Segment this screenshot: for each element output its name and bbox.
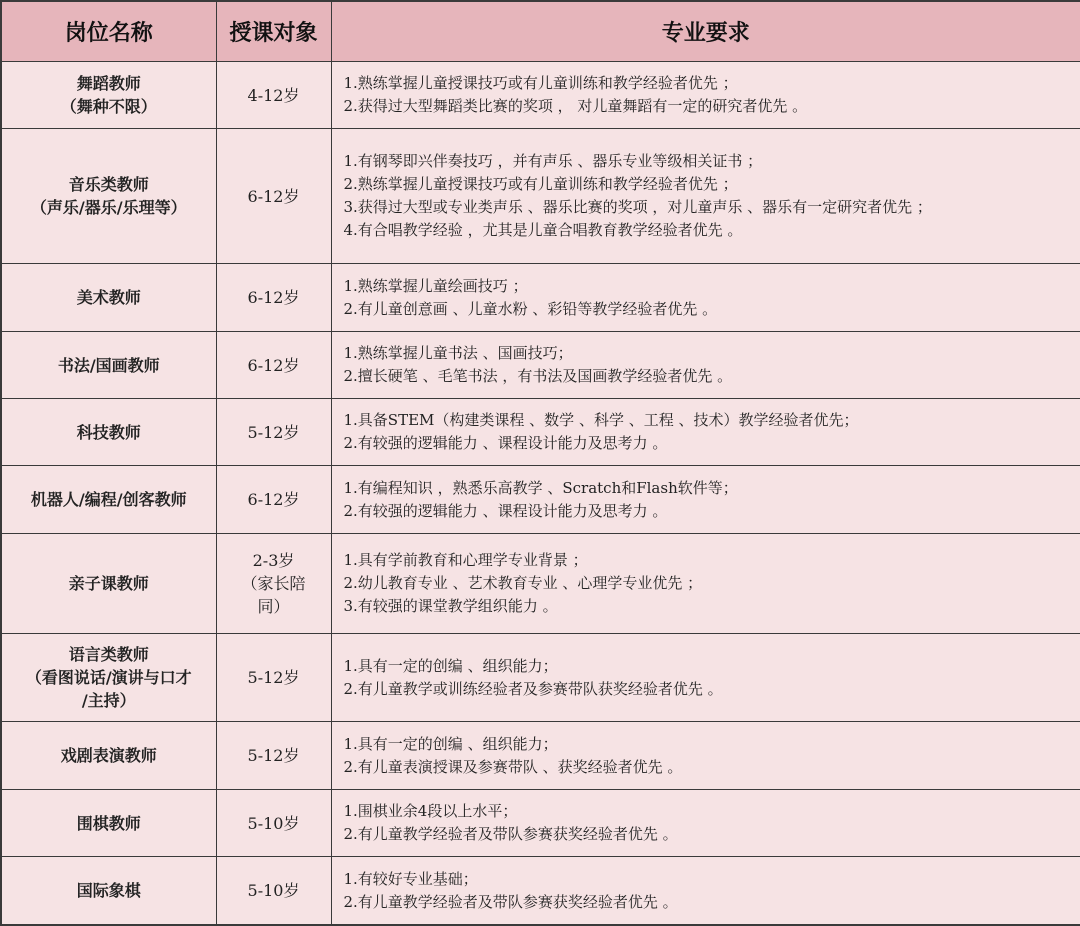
requirements-cell-line: 1.具有一定的创编 、组织能力； (343, 734, 558, 753)
age-cell-line: 6-12岁 (247, 490, 300, 510)
table-row (1, 534, 1080, 634)
table-row (1, 332, 1080, 399)
age-cell (216, 790, 331, 857)
requirements-cell-line: 2.熟练掌握儿童授课技巧或有儿童训练和教学经验者优先 ； (343, 175, 738, 194)
age-cell (216, 264, 331, 332)
position-cell (1, 264, 216, 332)
requirements-cell-line: 1.具有学前教育和心理学专业背景 ； (343, 551, 588, 570)
requirements-cell-line: 1.有编程知识 ，熟悉乐高教学 、Scratch和Flash软件等； (343, 478, 738, 497)
requirements-cell (331, 129, 1080, 264)
age-cell (216, 399, 331, 466)
table-row (1, 129, 1080, 264)
requirements-cell-line: 2.有较强的逻辑能力 、课程设计能力及思考力 。 (343, 501, 668, 520)
age-cell-line: 6-12岁 (247, 186, 300, 206)
position-cell-line: 舞蹈教师 (76, 74, 141, 94)
requirements-cell-line: 1.熟练掌握儿童授课技巧或有儿童训练和教学经验者优先 ； (343, 74, 738, 93)
requirements-cell-line: 2.有儿童教学经验者及带队参赛获奖经验者优先 。 (343, 825, 678, 844)
requirements-cell (331, 534, 1080, 634)
requirements-cell (331, 399, 1080, 466)
age-cell (216, 129, 331, 264)
age-cell (216, 466, 331, 534)
position-cell-line: 机器人/编程/创客教师 (30, 490, 187, 510)
requirements-cell-line: 2.有儿童创意画 、儿童水粉 、彩铅等教学经验者优先 。 (343, 299, 718, 318)
requirements-cell-line: 2.有儿童教学经验者及带队参赛获奖经验者优先 。 (343, 892, 678, 911)
requirements-cell-line: 2.擅长硬笔 、毛笔书法 ，有书法及国画教学经验者优先 。 (343, 367, 733, 386)
position-cell-line: /主持） (81, 691, 136, 711)
position-cell (1, 634, 216, 722)
requirements-cell-line: 1.有较好专业基础； (343, 869, 478, 888)
requirements-cell-line: 4.有合唱教学经验 ，尤其是儿童合唱教育教学经验者优先 。 (343, 221, 743, 240)
age-cell (216, 534, 331, 634)
requirements-cell (331, 722, 1080, 790)
position-cell-line: 书法/国画教师 (57, 355, 160, 375)
position-cell-line: （舞种不限） (60, 97, 157, 117)
requirements-cell (331, 62, 1080, 129)
age-cell-line: 6-12岁 (247, 288, 300, 308)
requirements-cell-line: 1.围棋业余4段以上水平； (343, 802, 518, 821)
header-position: 岗位名称 (1, 1, 216, 62)
requirements-cell-line: 2.有儿童教学或训练经验者及参赛带队获奖经验者优先 。 (343, 679, 723, 698)
table-row (1, 857, 1080, 925)
position-cell-line: 国际象棋 (76, 881, 141, 901)
age-cell-line: 5-10岁 (247, 813, 300, 833)
requirements-cell-line: 3.获得过大型或专业类声乐 、器乐比赛的奖项 ，对儿童声乐 、器乐有一定研究者优先 ； (343, 198, 932, 217)
position-cell-line: 亲子课教师 (68, 574, 149, 594)
requirements-cell (331, 857, 1080, 925)
table-row (1, 399, 1080, 466)
age-cell-line: 5-12岁 (247, 668, 300, 688)
table-row (1, 790, 1080, 857)
requirements-cell (331, 264, 1080, 332)
requirements-cell (331, 790, 1080, 857)
position-cell (1, 790, 216, 857)
header-requirements: 专业要求 (331, 1, 1080, 62)
table-row (1, 264, 1080, 332)
requirements-cell-line: 1.具有一定的创编 、组织能力； (343, 656, 558, 675)
age-cell-line: 5-12岁 (247, 422, 300, 442)
table-row (1, 722, 1080, 790)
requirements-cell-line: 1.有钢琴即兴伴奏技巧 ，并有声乐 、器乐专业等级相关证书 ； (343, 152, 763, 171)
age-cell-line: 5-12岁 (247, 746, 300, 766)
position-cell-line: 语言类教师 (68, 645, 149, 665)
position-cell-line: 戏剧表演教师 (60, 746, 157, 766)
age-cell (216, 857, 331, 925)
requirements-cell-line: 2.获得过大型舞蹈类比赛的奖项 ， 对儿童舞蹈有一定的研究者优先 。 (343, 97, 808, 116)
position-cell (1, 399, 216, 466)
position-cell (1, 534, 216, 634)
position-cell (1, 62, 216, 129)
header-row (1, 1, 1080, 62)
requirements-cell-line: 2.有较强的逻辑能力 、课程设计能力及思考力 。 (343, 434, 668, 453)
age-cell-line: （家长陪 (241, 574, 306, 594)
requirements-cell (331, 466, 1080, 534)
age-cell-line: 2-3岁 (252, 551, 295, 571)
age-cell (216, 62, 331, 129)
position-cell-line: 音乐类教师 (68, 175, 149, 195)
table-row (1, 634, 1080, 722)
position-cell (1, 332, 216, 399)
table-row (1, 62, 1080, 129)
position-cell-line: 科技教师 (76, 422, 141, 442)
position-cell-line: 围棋教师 (76, 813, 141, 833)
position-cell-line: 美术教师 (76, 288, 141, 308)
position-cell (1, 466, 216, 534)
age-cell-line: 5-10岁 (247, 881, 300, 901)
table-row (1, 466, 1080, 534)
age-cell-line: 同） (257, 597, 290, 617)
requirements-cell-line: 2.有儿童表演授课及参赛带队 、获奖经验者优先 。 (343, 757, 683, 776)
requirements-cell-line: 1.熟练掌握儿童绘画技巧 ； (343, 276, 528, 295)
age-cell (216, 722, 331, 790)
requirements-cell-line: 2.幼儿教育专业 、艺术教育专业 、心理学专业优先 ； (343, 574, 703, 593)
position-cell (1, 129, 216, 264)
position-cell-line: （声乐/器乐/乐理等） (30, 198, 187, 218)
position-cell-line: （看图说话/演讲与口才 (25, 668, 192, 688)
age-cell-line: 4-12岁 (247, 85, 300, 105)
requirements-cell-line: 3.有较强的课堂教学组织能力 。 (343, 597, 558, 616)
position-cell (1, 722, 216, 790)
position-cell (1, 857, 216, 925)
requirements-cell (331, 332, 1080, 399)
age-cell (216, 332, 331, 399)
age-cell-line: 6-12岁 (247, 355, 300, 375)
requirements-cell (331, 634, 1080, 722)
requirements-cell-line: 1.具备STEM（构建类课程 、数学 、科学 、工程 、技术）教学经验者优先； (343, 411, 859, 430)
age-cell (216, 634, 331, 722)
requirements-cell-line: 1.熟练掌握儿童书法 、国画技巧； (343, 344, 573, 363)
header-age: 授课对象 (216, 1, 331, 62)
